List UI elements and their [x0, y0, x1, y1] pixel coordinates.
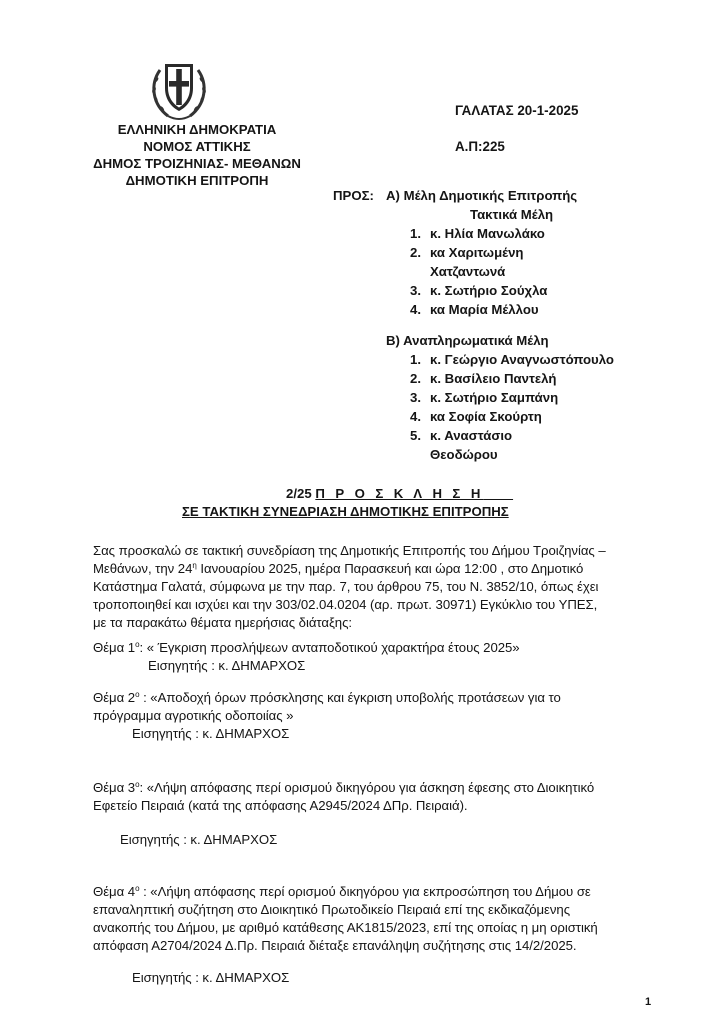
recipient-item [410, 409, 542, 424]
recipient-number: 2. [410, 371, 421, 386]
recipient-name: κ. Ηλία Μανωλάκο [430, 226, 545, 241]
topic-degree: ο [135, 640, 140, 649]
issuer-line: ΔΗΜΟΤΙΚΗ ΕΠΙΤΡΟΠΗ [125, 173, 269, 188]
recipient-item [410, 302, 539, 317]
date-line: ΓΑΛΑΤΑΣ 20-1-2025 [455, 103, 579, 118]
topic-text-continued: Εφετείο Πειραιά (κατά της απόφασης Α2945/2024 ΔΠρ. Πειραιά). [93, 798, 468, 813]
recipient-item [410, 352, 614, 367]
topic-text: : «Αποδοχή όρων πρόσκλησης και έγκριση υποβολής προτάσεων για το [139, 690, 561, 705]
intro-line: τροποποιηθεί και ισχύει και την 303/02.04.0204 (αρ. πρωτ. 30971) Εγκύκλιο του ΥΠΕΣ, [93, 597, 598, 612]
to-label: ΠΡΟΣ: [333, 188, 374, 203]
recipient-name-continued: Χατζαντωνά [430, 264, 506, 279]
recipient-name: κ. Σωτήριο Σούχλα [430, 283, 548, 298]
topic-label: Θέμα 3 [93, 780, 136, 795]
group-a-subtitle: Τακτικά Μέλη [470, 207, 554, 222]
recipient-name: κα Μαρία Μέλλου [430, 302, 539, 317]
recipient-name: κ. Γεώργιο Αναγνωστόπουλο [430, 352, 614, 367]
intro-line: με τα παρακάτω θέματα ημερήσιας διάταξης: [93, 615, 353, 630]
topic-text-continued: πρόγραμμα αγροτικής οδοποιίας » [93, 708, 294, 723]
invitation-subtitle: ΣΕ ΤΑΚΤΙΚΗ ΣΥΝΕΔΡΙΑΣΗ ΔΗΜΟΤΙΚΗΣ ΕΠΙΤΡΟΠΗΣ [182, 504, 509, 519]
recipient-number: 3. [410, 283, 421, 298]
protocol-number: Α.Π:225 [455, 139, 505, 154]
topic-3 [93, 780, 594, 795]
title-underline-tail [484, 486, 513, 501]
recipient-item [410, 226, 545, 241]
topic-text: : «Λήψη απόφασης περί ορισμού δικηγόρου για άσκηση έφεσης στο Διοικητικό [139, 780, 595, 795]
recipient-number: 3. [410, 390, 421, 405]
recipient-name: κ. Σωτήριο Σαμπάνη [430, 390, 559, 405]
page-number: 1 [645, 996, 652, 1008]
topic-rapporteur: Εισηγητής : κ. ΔΗΜΑΡΧΟΣ [120, 832, 278, 847]
issuer-line: ΕΛΛΗΝΙΚΗ ΔΗΜΟΚΡΑΤΙΑ [117, 122, 277, 137]
topic-1 [93, 640, 520, 655]
invitation-title [286, 486, 513, 501]
recipient-item [410, 371, 557, 386]
recipient-item [410, 428, 513, 443]
recipient-number: 5. [410, 428, 421, 443]
recipient-name: κα Χαριτωμένη [430, 245, 524, 260]
topic-rapporteur: Εισηγητής : κ. ΔΗΜΑΡΧΟΣ [132, 970, 290, 985]
intro-line: Κατάστημα Γαλατά, σύμφωνα με την παρ. 7, του άρθρου 75, του Ν. 3852/10, όπως έχει [93, 579, 599, 594]
topic-text-continued: επαναληπτική συζήτηση στο Διοικητικό Πρωτοδικείο Πειραιά επί της εκδικαζόμενης [93, 902, 571, 917]
recipient-number: 2. [410, 245, 421, 260]
recipient-number: 4. [410, 302, 421, 317]
topic-degree: ο [135, 884, 140, 893]
recipient-name: κ. Βασίλειο Παντελή [430, 371, 557, 386]
issuer-block [77, 121, 317, 189]
invitation-number: 2/25 [286, 486, 312, 501]
group-a-title: Α) Μέλη Δημοτικής Επιτροπής [386, 188, 578, 203]
topic-text-continued: ανακοπής του Δήμου, με αριθμό κατάθεσης ΑΚ1815/2023, επί της οποίας η μη οριστική [93, 920, 598, 935]
topic-label: Θέμα 4 [93, 884, 136, 899]
invitation-word: Π Ρ Ο Σ Κ Λ Η Σ Η [315, 486, 484, 501]
topic-label: Θέμα 2 [93, 690, 136, 705]
recipient-number: 1. [410, 226, 421, 241]
recipient-name: κ. Αναστάσιο [430, 428, 513, 443]
greek-coat-of-arms-icon [148, 52, 210, 124]
topic-text-continued: απόφαση Α2704/2024 Δ.Πρ. Πειραιά διέταξε επανάληψη συζήτησης στις 14/2/2025. [93, 938, 577, 953]
topic-degree: ο [135, 780, 140, 789]
recipient-item [410, 390, 559, 405]
recipient-item [410, 245, 524, 260]
recipient-number: 4. [410, 409, 421, 424]
recipient-name: κα Σοφία Σκούρτη [430, 409, 542, 424]
topic-degree: ο [135, 690, 140, 699]
topic-4 [93, 884, 591, 899]
recipient-number: 1. [410, 352, 421, 367]
topic-label: Θέμα 1 [93, 640, 136, 655]
issuer-line: ΝΟΜΟΣ ΑΤΤΙΚΗΣ [143, 139, 251, 154]
topic-text: : «Λήψη απόφασης περί ορισμού δικηγόρου για εκπροσώπηση του Δήμου σε [139, 884, 591, 899]
recipient-item [410, 283, 548, 298]
issuer-line: ΔΗΜΟΣ ΤΡΟΙΖΗΝΙΑΣ- ΜΕΘΑΝΩΝ [93, 156, 301, 171]
topic-rapporteur: Εισηγητής : κ. ΔΗΜΑΡΧΟΣ [132, 726, 290, 741]
group-b-title: Β) Αναπληρωματικά Μέλη [386, 333, 549, 348]
recipient-name-continued: Θεοδώρου [430, 447, 498, 462]
topic-text: : « Έγκριση προσλήψεων ανταποδοτικού χαρακτήρα έτους 2025» [139, 640, 520, 655]
intro-line: Μεθάνων, την $24^\eta$ Ιανουαρίου 2025, ημέρα Παρασκευή και ώρα 12:00 , στο Δημοτικό [93, 561, 584, 576]
topic-rapporteur: Εισηγητής : κ. ΔΗΜΑΡΧΟΣ [148, 658, 306, 673]
intro-line: Σας προσκαλώ σε τακτική συνεδρίαση της Δημοτικής Επιτροπής του Δήμου Τροιζηνίας – [93, 543, 606, 558]
topic-2 [93, 690, 561, 705]
